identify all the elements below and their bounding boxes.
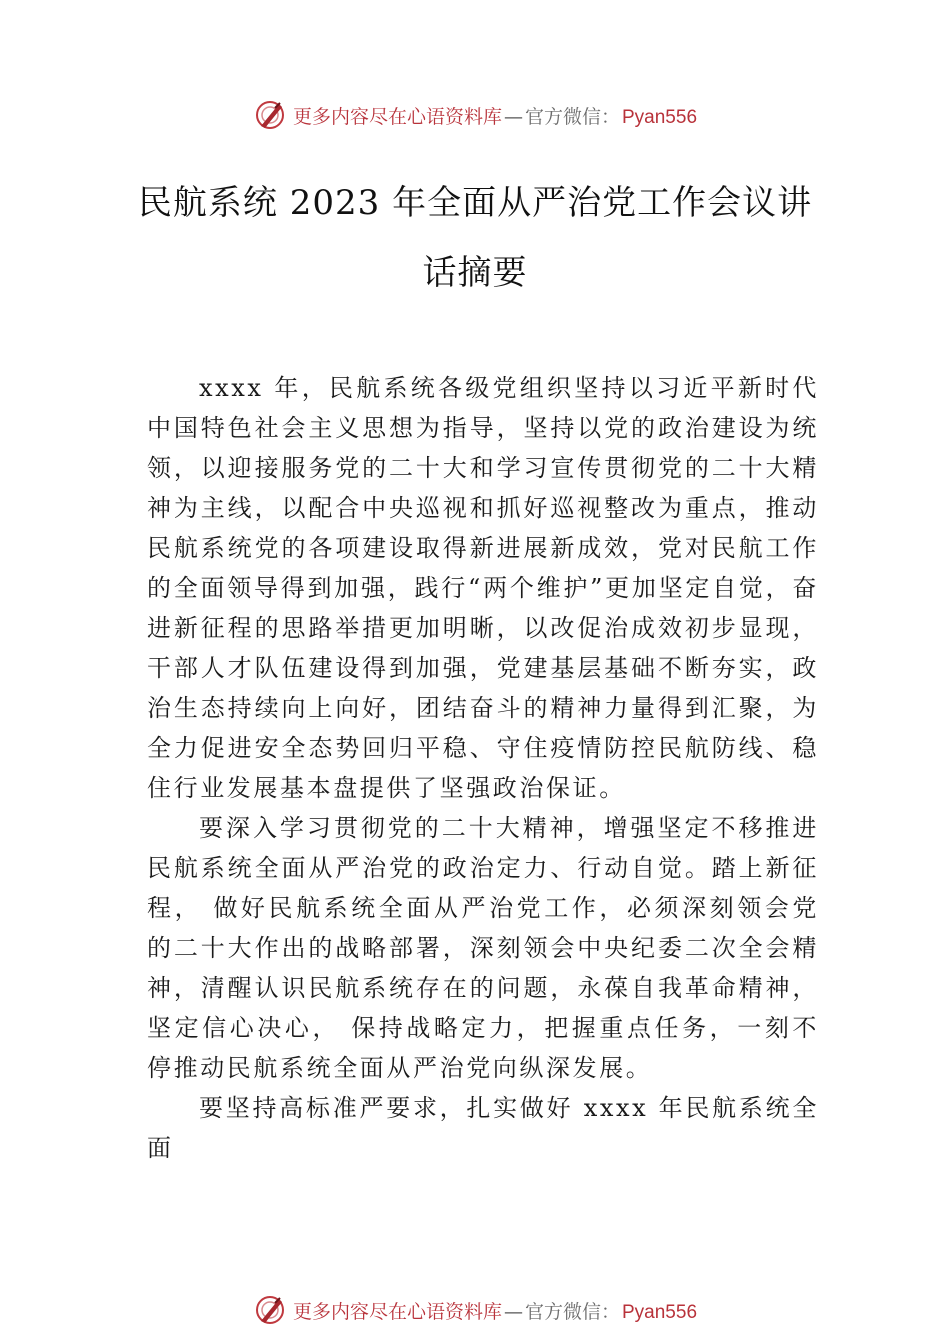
watermark-text [293,1297,697,1324]
quill-logo-icon [253,1293,287,1327]
paragraph: xxxx 年，民航系统各级党组织坚持以习近平新时代中国特色社会主义思想为指导，坚持以党的政治建设为统领，以迎接服务党的二十大和学习宣传贯彻党的二十大精神为主线，以配合中央巡视和抓好巡视整改为重点，推动民航系统党的各项建设取得新进展新成效，党对民航工作的全面领导得到加强，践行“两个维护”更加坚定自觉，奋进新征程的思路举措更加明晰，以改促治成效初步显现，干部人才队伍建设得到加强，党建基层基础不断夯实，政治生态持续向上向好，团结奋斗的精神力量得到汇聚，为全力促进安全态势回归平稳、守住疫情防控民航防线、稳住行业发展基本盘提供了坚强政治保证。 [147,374,819,802]
quill-logo-icon [253,98,287,132]
watermark-site-name: 更多内容尽在心语资料库 [292,1300,502,1323]
watermark-site-name: 更多内容尽在心语资料库 [292,105,502,128]
watermark-wechat-label: 官方微信： [524,1300,620,1323]
footer-watermark-banner [0,1290,950,1330]
watermark-dash: — [503,1300,523,1323]
watermark-wechat-label: 官方微信： [524,105,620,128]
header-watermark-banner [0,95,950,135]
paragraph: 要深入学习贯彻党的二十大精神，增强坚定不移推进民航系统全面从严治党的政治定力、行动自觉。踏上新征程， 做好民航系统全面从严治党工作，必须深刻领会党的二十大作出的战略部署，深刻领会中央纪委二次全会精神，清醒认识民航系统存在的问题，永葆自我革命精神，坚定信心决心， 保持战略定力，把握重点任务，一刻不停推动民航系统全面从严治党向纵深发展。 [147,814,819,1082]
watermark-wechat-id: Pyan556 [622,106,698,128]
paragraph: 要坚持高标准严要求，扎实做好 xxxx 年民航系统全面 [147,1094,819,1162]
document-title: 民航系统 2023 年全面从严治党工作会议讲话摘要 [137,183,813,293]
watermark-text [293,102,697,129]
watermark-wechat-id: Pyan556 [622,1301,698,1323]
watermark-dash: — [503,105,523,128]
document-body [147,368,819,1168]
